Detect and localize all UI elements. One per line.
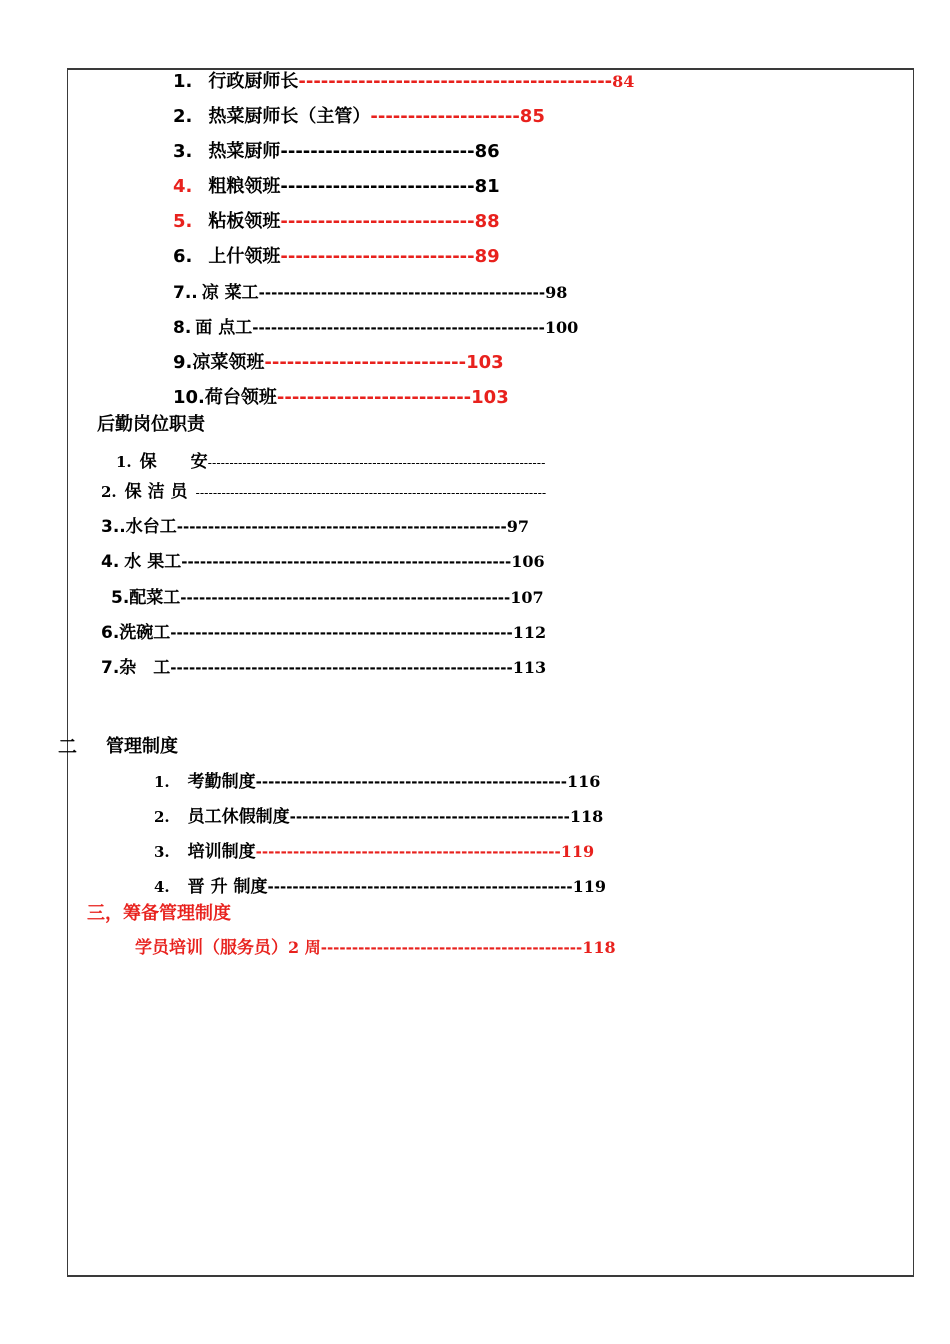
- entry-leader: ---------------------------: [264, 352, 467, 373]
- toc-entry-fruit-worker[interactable]: [101, 554, 545, 571]
- entry-leader: -----------------------------------------------: [252, 319, 545, 337]
- entry-page: 84: [612, 72, 635, 91]
- entry-page: 112: [512, 623, 547, 642]
- entry-page: 107: [510, 588, 544, 607]
- entry-number: 1.: [173, 71, 193, 92]
- entry-number: 9.: [173, 352, 193, 373]
- entry-number: 4.: [101, 552, 120, 572]
- toc-entry-cold-dish-worker[interactable]: [173, 285, 567, 302]
- entry-label: 洗碗工: [119, 623, 171, 643]
- entry-page: 98: [545, 283, 568, 302]
- entry-label: 水 果工: [124, 552, 182, 572]
- entry-label: 员工休假制度: [187, 807, 290, 827]
- toc-entry-water-station[interactable]: [101, 519, 529, 536]
- toc-entry-hot-dish-head-chef[interactable]: [173, 108, 545, 126]
- entry-page: 118: [582, 938, 616, 957]
- entry-label: 考勤制度: [187, 772, 256, 792]
- entry-leader: --------------------------: [280, 176, 475, 197]
- toc-entry-security[interactable]: [116, 454, 545, 471]
- entry-number: 4.: [154, 878, 170, 896]
- entry-page: 116: [566, 772, 601, 791]
- toc-entry-trainee-training[interactable]: [135, 940, 616, 957]
- entry-number: 5.: [111, 588, 130, 608]
- toc-entry-coarse-grain-lead[interactable]: [173, 178, 500, 196]
- entry-page: 86: [474, 141, 500, 162]
- entry-number: 3.: [154, 843, 170, 861]
- entry-number: 8.: [173, 318, 192, 338]
- entry-number: 6.: [101, 623, 120, 643]
- entry-number: 7..: [173, 283, 198, 303]
- entry-leader: -------------------------------------------------------: [170, 624, 513, 642]
- toc-entry-prep-worker[interactable]: [111, 590, 544, 607]
- entry-label: 粘板领班: [208, 211, 281, 232]
- entry-page: 118: [569, 807, 604, 826]
- entry-number: 3..: [101, 517, 126, 537]
- entry-leader: ----------------------------------------------: [258, 284, 546, 302]
- entry-leader: ---------------------------------------------: [289, 808, 570, 826]
- toc-entry-shangshi-lead[interactable]: [173, 248, 500, 266]
- entry-label: 晋 升 制度: [187, 877, 268, 897]
- entry-label: 保 安: [139, 452, 208, 472]
- entry-leader: --------------------------: [280, 246, 475, 267]
- entry-leader: ------------------------------------------: [320, 939, 583, 957]
- entry-label: 粗粮领班: [208, 176, 281, 197]
- section-two-number: 二: [58, 736, 78, 758]
- entry-label: 配菜工: [129, 588, 181, 608]
- entry-leader: -------------------------------------------------: [267, 878, 573, 896]
- toc-entry-leave-policy[interactable]: [154, 809, 603, 826]
- entry-number: 1.: [116, 453, 132, 471]
- entry-label: 学员培训（服务员）: [135, 938, 288, 958]
- entry-leader: --------------------------: [280, 211, 475, 232]
- entry-weeks: 2 周: [288, 938, 321, 957]
- entry-label: 热菜厨师: [208, 141, 281, 162]
- toc-entry-dishwasher[interactable]: [101, 625, 546, 642]
- entry-label: 面 点工: [195, 318, 253, 338]
- entry-number: 2.: [101, 483, 117, 501]
- entry-leader: ------------------------------------------: [298, 71, 613, 92]
- entry-page: 81: [474, 176, 500, 197]
- entry-label: 凉 菜工: [201, 283, 259, 303]
- toc-entry-pastry-worker[interactable]: [173, 320, 578, 337]
- entry-leader: --------------------------: [280, 141, 475, 162]
- entry-number: 5.: [173, 211, 193, 232]
- entry-label: 荷台领班: [204, 387, 277, 408]
- entry-page: 113: [512, 658, 547, 677]
- entry-number: 2.: [154, 808, 170, 826]
- toc-entry-handyman[interactable]: [101, 660, 546, 677]
- entry-label: 热菜厨师长（主管）: [208, 106, 371, 127]
- entry-page: 100: [544, 318, 579, 337]
- entry-page: 85: [519, 106, 545, 127]
- toc-entry-training-policy[interactable]: [154, 844, 594, 861]
- entry-page: 103: [466, 352, 504, 373]
- entry-leader: ---------------------------------------------------------------------------------: [195, 486, 547, 500]
- entry-leader: --------------------: [370, 106, 520, 127]
- entry-label: 水台工: [125, 517, 177, 537]
- entry-page: 106: [511, 552, 545, 571]
- entry-label: 保 洁 员: [124, 482, 188, 502]
- entry-number: 2.: [173, 106, 193, 127]
- toc-entry-lotus-station-lead[interactable]: [173, 389, 509, 407]
- toc-entry-hot-dish-chef[interactable]: [173, 143, 500, 161]
- entry-number: 1.: [154, 773, 170, 791]
- entry-leader: ------------------------------------------------------------------------------: [207, 456, 546, 470]
- entry-number: 3.: [173, 141, 193, 162]
- entry-number: 7.: [101, 658, 120, 678]
- entry-leader: --------------------------: [276, 387, 472, 408]
- toc-entry-cleaner[interactable]: [101, 484, 546, 501]
- section-heading-preparation[interactable]: 三，筹备管理制度: [87, 903, 231, 924]
- toc-entry-attendance[interactable]: [154, 774, 600, 791]
- entry-label: 杂 工: [119, 658, 171, 678]
- entry-label: 培训制度: [187, 842, 256, 862]
- toc-entry-cutting-board-lead[interactable]: [173, 213, 500, 231]
- entry-leader: -------------------------------------------------: [255, 843, 561, 861]
- entry-number: 4.: [173, 176, 193, 197]
- entry-page: 119: [572, 877, 606, 896]
- entry-page: 88: [474, 211, 500, 232]
- entry-number: 6.: [173, 246, 193, 267]
- entry-leader: -------------------------------------------------------: [170, 659, 513, 677]
- entry-page: 103: [471, 387, 509, 408]
- entry-number: 10.: [173, 387, 205, 408]
- entry-leader: --------------------------------------------------: [255, 773, 567, 791]
- entry-page: 97: [506, 517, 529, 536]
- toc-entry-promotion-policy[interactable]: [154, 879, 606, 896]
- entry-label: 行政厨师长: [208, 71, 299, 92]
- entry-leader: -----------------------------------------------------: [181, 553, 512, 571]
- section-heading-logistics[interactable]: 后勤岗位职责: [97, 414, 205, 435]
- entry-page: 119: [560, 842, 595, 861]
- entry-page: 89: [474, 246, 500, 267]
- section-heading-management[interactable]: 管理制度: [106, 736, 178, 757]
- toc-entry-executive-chef[interactable]: [173, 73, 634, 91]
- entry-leader: -----------------------------------------------------: [176, 518, 507, 536]
- toc-entry-cold-dish-lead[interactable]: [173, 354, 504, 372]
- entry-leader: -----------------------------------------------------: [180, 589, 511, 607]
- entry-label: 凉菜领班: [192, 352, 265, 373]
- entry-label: 上什领班: [208, 246, 281, 267]
